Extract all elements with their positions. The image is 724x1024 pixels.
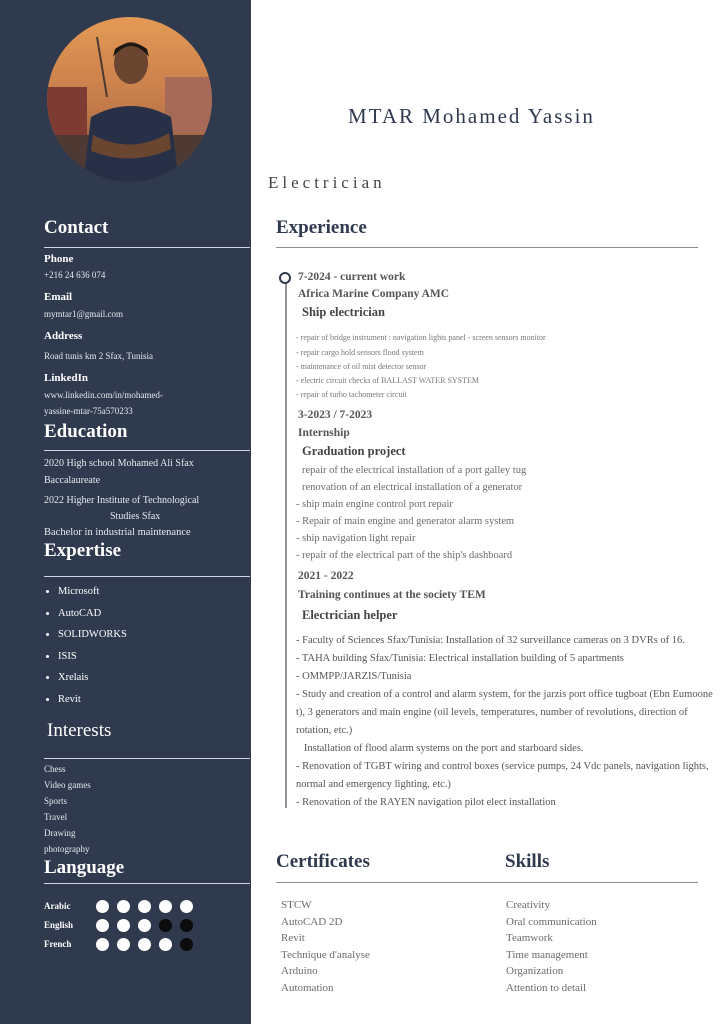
certificate-item: Automation — [281, 982, 334, 994]
proficiency-dots — [96, 900, 201, 913]
job2-task: - ship navigation light repair — [296, 533, 416, 544]
skill-item: Time management — [506, 949, 588, 961]
job3-role: Electrician helper — [302, 608, 398, 622]
contact-heading: Contact — [44, 217, 109, 238]
language-heading: Language — [44, 857, 125, 878]
job3-item: - TAHA building Sfax/Tunisia: Electrical installation building of 5 apartments — [296, 653, 624, 664]
proficiency-dot-filled — [117, 900, 130, 913]
job3-description — [296, 632, 716, 812]
proficiency-dot-filled — [138, 938, 151, 951]
education-entry-1: 2020 High school Mohamed Ali Sfax — [44, 458, 194, 469]
job1-task: - maintenance of oil mist detector sensor — [296, 362, 427, 371]
expertise-item: • AutoCAD — [58, 608, 127, 630]
job1-task: - repair of turbo tachometer circuit — [296, 390, 407, 399]
proficiency-dot-empty — [180, 919, 193, 932]
interest-item: Chess — [44, 764, 66, 774]
expertise-item: • ISIS — [58, 651, 127, 673]
education-entry-2: 2022 Higher Institute of Technological — [44, 495, 200, 506]
phone-value: +216 24 636 074 — [44, 270, 106, 280]
language-name: French — [44, 939, 72, 949]
proficiency-dot-filled — [159, 938, 172, 951]
job1-task: - repair cargo hold sensors flood system — [296, 348, 424, 357]
expertise-list — [44, 586, 127, 715]
expertise-item: • Xrelais — [58, 672, 127, 694]
skill-item: Teamwork — [506, 932, 553, 944]
sidebar — [0, 0, 251, 1024]
proficiency-dot-empty — [159, 919, 172, 932]
certificates-skills-divider — [276, 882, 698, 883]
education-divider — [44, 450, 250, 451]
job3-item: - Faculty of Sciences Sfax/Tunisia: Installation of 32 surveillance cameras on 3 DVRs of 16. — [296, 635, 685, 646]
job2-task: - Repair of main engine and generator alarm system — [296, 516, 515, 527]
skill-item: Organization — [506, 965, 564, 977]
proficiency-dot-filled — [180, 900, 193, 913]
proficiency-dot-filled — [96, 938, 109, 951]
job1-task: - electric circuit checks of BALLAST WATER SYSTEM — [296, 376, 479, 385]
job1-date: 7-2024 - current work — [298, 271, 406, 283]
interests-heading: Interests — [47, 720, 112, 741]
interest-item: Sports — [44, 796, 68, 806]
language-row-arabic — [44, 898, 201, 914]
education-entry-1-degree: Baccalaureate — [44, 475, 101, 486]
linkedin-url-line2[interactable]: yassine-mtar-75a570233 — [44, 406, 133, 416]
job3-company: Training continues at the society TEM — [298, 589, 486, 601]
education-entry-2-degree: Bachelor in industrial maintenance — [44, 527, 191, 538]
proficiency-dot-empty — [180, 938, 193, 951]
language-name: Arabic — [44, 901, 71, 911]
proficiency-dot-filled — [159, 900, 172, 913]
proficiency-dot-filled — [96, 900, 109, 913]
job2-company: Internship — [298, 427, 350, 439]
language-row-french — [44, 936, 201, 952]
linkedin-url-line1[interactable]: www.linkedin.com/in/mohamed- — [44, 390, 163, 400]
proficiency-dot-filled — [117, 938, 130, 951]
job1-company: Africa Marine Company AMC — [298, 288, 450, 300]
proficiency-dot-filled — [138, 919, 151, 932]
expertise-heading: Expertise — [44, 540, 122, 561]
contact-divider — [44, 247, 250, 248]
job3-date: 2021 - 2022 — [298, 570, 354, 582]
experience-heading: Experience — [276, 217, 367, 238]
education-heading: Education — [44, 421, 128, 442]
job2-role: Graduation project — [302, 444, 406, 458]
job3-item: - Renovation of the RAYEN navigation pilot elect installation — [296, 797, 556, 808]
timeline-line — [285, 278, 287, 808]
phone-label: Phone — [44, 253, 74, 265]
expertise-item: • Revit — [58, 694, 127, 716]
email-value[interactable]: mymtar1@gmail.com — [44, 309, 124, 319]
interest-item: Travel — [44, 812, 68, 822]
interest-item: Drawing — [44, 828, 76, 838]
proficiency-dot-filled — [96, 919, 109, 932]
expertise-item: • SOLIDWORKS — [58, 629, 127, 651]
candidate-name: MTAR Mohamed Yassin — [348, 104, 595, 128]
interest-item: photography — [44, 844, 90, 854]
certificate-item: Revit — [281, 932, 305, 944]
job1-task: - repair of bridge instrument : navigation lights panel - screen sensors monitor — [296, 333, 546, 342]
job2-task: renovation of an electrical installation of a generator — [302, 482, 523, 493]
certificate-item: Arduino — [281, 965, 318, 977]
job2-task: repair of the electrical installation of a port galley tug — [302, 465, 527, 476]
timeline-marker — [279, 272, 291, 284]
address-label: Address — [44, 330, 83, 342]
proficiency-dot-filled — [117, 919, 130, 932]
interest-item: Video games — [44, 780, 91, 790]
job2-task: - ship main engine control port repair — [296, 499, 453, 510]
expertise-divider — [44, 576, 250, 577]
job2-date: 3-2023 / 7-2023 — [298, 409, 373, 421]
certificate-item: STCW — [281, 899, 312, 911]
profile-photo — [47, 17, 212, 182]
address-value: Road tunis km 2 Sfax, Tunisia — [44, 351, 154, 361]
certificate-item: AutoCAD 2D — [281, 916, 343, 928]
language-row-english — [44, 917, 201, 933]
job-title: Electrician — [268, 173, 386, 192]
skill-item: Attention to detail — [506, 982, 587, 994]
linkedin-label: LinkedIn — [44, 372, 89, 384]
language-divider — [44, 883, 250, 884]
job3-item: - Renovation of TGBT wiring and control boxes (service pumps, 24 Vdc panels, navigation lights, normal and emergency lighting, etc.) — [296, 761, 709, 790]
certificate-item: Technique d'analyse — [281, 949, 370, 961]
skill-item: Creativity — [506, 899, 550, 911]
skills-heading: Skills — [505, 851, 550, 872]
interests-divider — [44, 758, 250, 759]
proficiency-dots — [96, 919, 201, 932]
language-name: English — [44, 920, 74, 930]
interests-list — [44, 761, 244, 857]
job2-task: - repair of the electrical part of the ship's dashboard — [296, 550, 513, 561]
skill-item: Oral communication — [506, 916, 597, 928]
proficiency-dot-filled — [138, 900, 151, 913]
experience-divider — [276, 247, 698, 248]
email-label: Email — [44, 291, 73, 303]
job1-role: Ship electrician — [302, 305, 385, 319]
job3-item: - OMMPP/JARZIS/Tunisia — [296, 671, 412, 682]
job3-item: Installation of flood alarm systems on the port and starboard sides. — [296, 743, 584, 754]
job3-item: - Study and creation of a control and alarm system, for the jarzis port office tugboat (Ebn Eumoone t), 3 generators and main engine (oil levels, temperatures, number of revolutions, direction of rotation, etc.) — [296, 689, 713, 736]
proficiency-dots — [96, 938, 201, 951]
certificates-heading: Certificates — [276, 851, 370, 872]
expertise-item: • Microsoft — [58, 586, 127, 608]
education-entry-2-school: Studies Sfax — [110, 511, 161, 522]
